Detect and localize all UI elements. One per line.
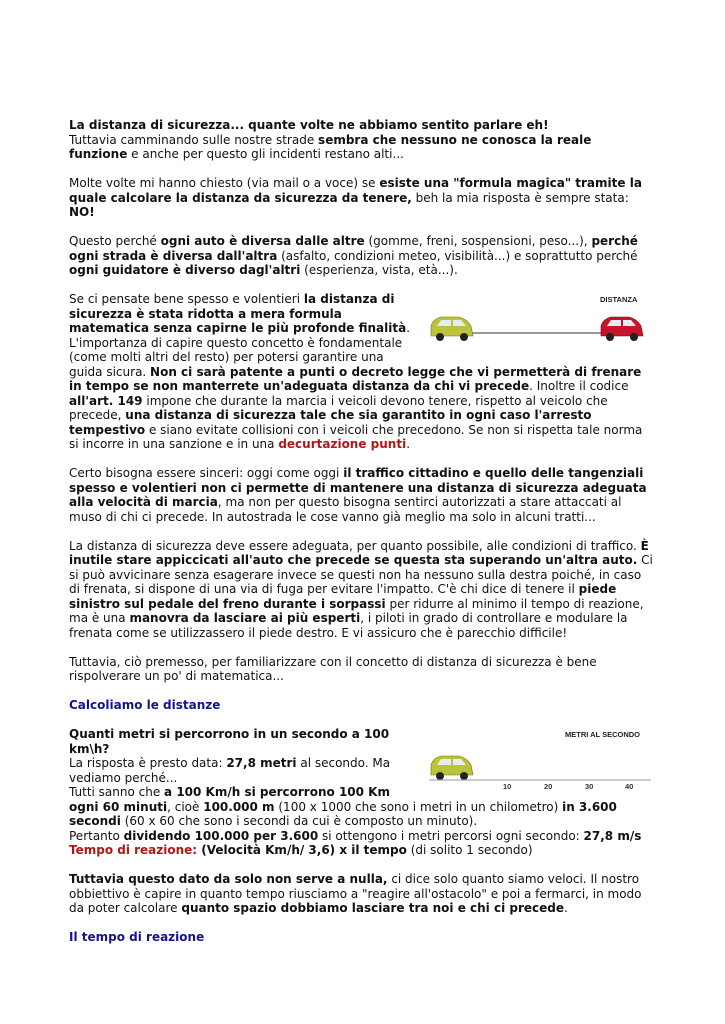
intro-title: La distanza di sicurezza... quante volte ne abbiamo sentito parlare eh! [69, 118, 549, 132]
paragraph-intro: La distanza di sicurezza... quante volte ne abbiamo sentito parlare eh! Tuttavia camminando sulle nostre strade sembra che nessuno ne conosca la reale funzione e anche per questo gli incidenti restano alti... [69, 118, 592, 161]
tick-40: 40 [625, 782, 634, 789]
red-car-icon [601, 317, 643, 341]
paragraph-calculation: Quanti metri si percorrono in un secondo a 100 km\h? La risposta è presto data: 27,8 metri al secondo. Ma vediamo perché... Tutti sanno che a 100 Km/h si percorrono 100 Km ogni 60 minuti, cioè 100.000 m (100 x 1000 che sono i metri in un chilometro) in 3.600 secondi (60 x 60 che sono i secondi da cui è composto un minuto). Pertanto dividendo 100.000 per 3.600 si ottengono i metri percorsi ogni secondo: 27,8 m/s Tempo di reazione: (Velocità Km/h/ 3,6) x il tempo (di solito 1 secondo) [69, 727, 642, 857]
paragraph-traffic: Certo bisogna essere sinceri: oggi come oggi il traffico cittadino e quello delle tangenziali spesso e volentieri non ci permette di mantenere una distanza di sicurezza adeguata alla velocità di marcia, ma non per questo bisogna sentirci autorizzati a stare attaccati al muso di chi ci precede. In autostrada le cose vanno già meglio ma solo in alcuni tratti... [69, 466, 647, 524]
heading-tempo-reazione: Il tempo di reazione [69, 930, 205, 944]
figure-distance [425, 292, 653, 354]
heading-calcoliamo: Calcoliamo le distanze [69, 698, 221, 712]
paragraph-formula: Molte volte mi hanno chiesto (via mail o a voce) se esiste una "formula magica" tramite la quale calcolare la distanza da sicurezza da tenere, beh la mia risposta è sempre stata: NO! [69, 176, 642, 219]
distance-caption: DISTANZA [600, 295, 638, 304]
paragraph-differences: Questo perché ogni auto è diversa dalle altre (gomme, freni, sospensioni, peso...), perché ogni strada è diversa dall'altra (asfalto, condizioni meteo, visibilità...) e soprattutto perché ogni guidatore è diverso dagl'altri (esperienza, vista, età...). [69, 234, 638, 277]
figure-meters-per-second [425, 727, 653, 789]
paragraph-formula-limits: Se ci pensate bene spesso e volentieri la distanza di sicurezza è stata ridotta a mera formula matematica senza capirne le più profonde finalità. L'importanza di capire questo concetto è fondamentale (come molti altri del resto) per potersi garantire una guida sicura. Non ci sarà patente a punti o decreto legge che vi permetterà di frenare in tempo se non manterrete un'adeguata distanza da chi vi precede. Inoltre il codice all'art. 149 impone che durante la marcia i veicoli devono tenere, rispetto al veicolo che precede, una distanza di sicurezza tale che sia garantito in ogni caso l'arresto tempestivo e siano evitate collisioni con i veicoli che precedono. Se non si rispetta tale norma si incorre in una sanzione e in una decurtazione punti. [69, 292, 643, 451]
paragraph-goal: Tuttavia questo dato da solo non serve a nulla, ci dice solo quanto siamo veloci. Il nostro obbiettivo è capire in quanto tempo riusciamo a "reagire all'ostacolo" e poi a fermarci, in modo da poter calcolare quanto spazio dobbiamo lasciare tra noi e chi ci precede. [69, 872, 642, 915]
decurtazione-highlight: decurtazione punti [278, 437, 407, 451]
tick-10: 10 [503, 782, 512, 789]
document-page [69, 118, 653, 945]
green-car-icon [431, 317, 473, 341]
reaction-time-label: Tempo di reazione: [69, 843, 198, 857]
meters-illustration [425, 727, 653, 789]
green-car-icon [431, 756, 473, 780]
paragraph-premise: Tuttavia, ciò premesso, per familiarizzare con il concetto di distanza di sicurezza è bene rispolverare un po' di matematica... [69, 654, 597, 683]
paragraph-adequate: La distanza di sicurezza deve essere adeguata, per quanto possibile, alle condizioni di traffico. È inutile stare appiccicati all'auto che precede se questa sta superando un'altra auto. Ci si può avvicinare senza esagerare invece se questi non ha nessuno sulla destra poiché, in caso di frenata, si dispone di una via di fuga per evitare l'impatto. C'è chi dice di tenere il piede sinistro sul pedale del freno durante i sorpassi per ridurre al minimo il tempo di reazione, ma è una manovra da lasciare ai più esperti, i piloti in grado di controllare e modulare la frenata come se utilizzassero il piede destro. E vi assicuro che è parecchio difficile! [69, 538, 653, 640]
distance-illustration [425, 292, 653, 354]
meters-caption: METRI AL SECONDO [565, 730, 641, 739]
tick-30: 30 [585, 782, 594, 789]
tick-20: 20 [544, 782, 553, 789]
